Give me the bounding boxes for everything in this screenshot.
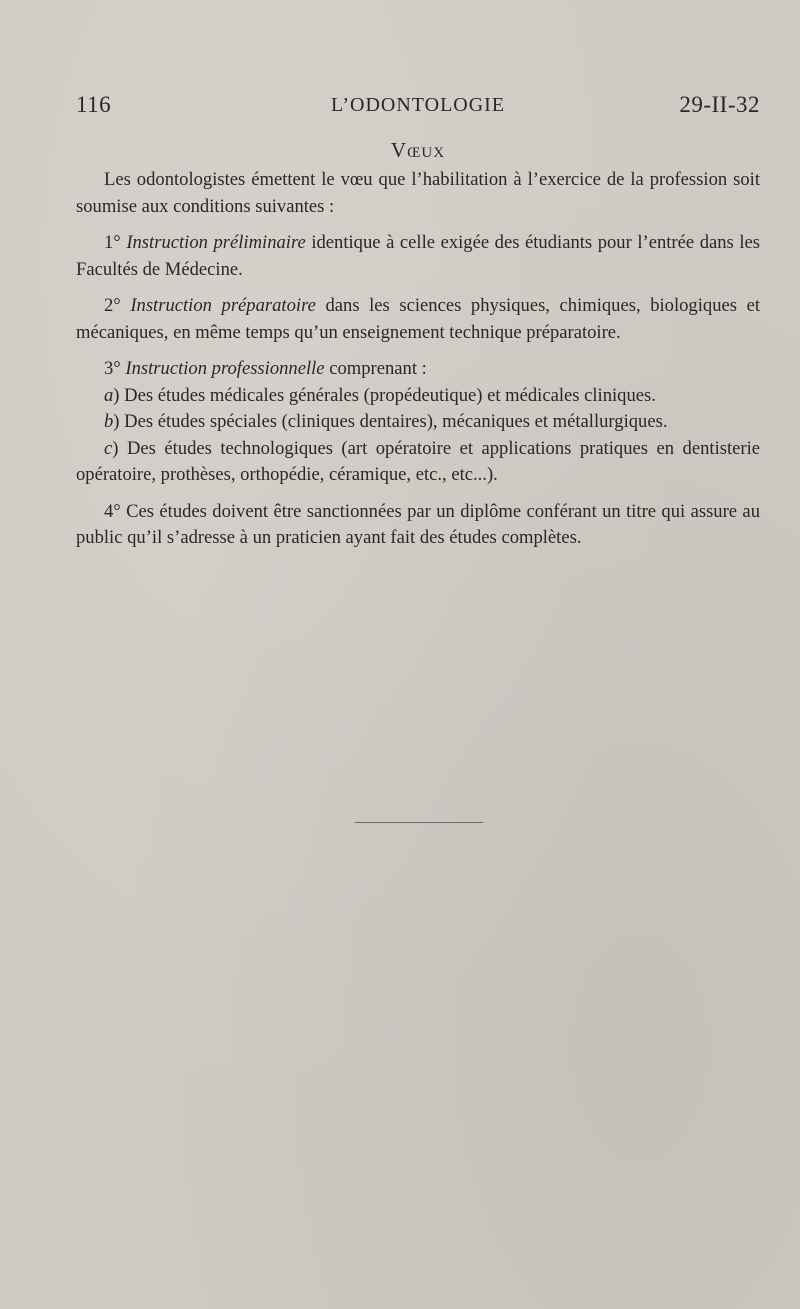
item-3b — [76, 409, 760, 436]
item-4 — [76, 499, 760, 552]
sub-text: ) Des études médicales générales (propédeutique) et médicales cliniques. — [113, 384, 656, 406]
item-1 — [76, 230, 760, 283]
sub-letter: a — [104, 384, 114, 406]
item-text: identique à celle exigée des étudiants pour l’entrée dans les Facultés de Médecine. — [76, 232, 761, 280]
sub-text: ) Des études technologiques (art opératoire et applications pratiques en dentisterie opératoire, prothèses, orthopédie, céramique, etc., etc...). — [76, 437, 760, 485]
sub-letter: c — [104, 437, 113, 459]
item-number: 2° — [104, 295, 121, 316]
page-number: 116 — [76, 92, 112, 117]
sub-text: ) Des études spéciales (cliniques dentaires), mécaniques et métallurgiques. — [113, 411, 668, 432]
running-head — [76, 92, 760, 122]
document-page — [76, 92, 760, 552]
issue-date: 29-II-32 — [679, 92, 760, 117]
section-title: Vœux — [390, 138, 446, 162]
item-heading: Instruction préparatoire — [130, 295, 316, 316]
item-3 — [76, 356, 760, 383]
intro-paragraph: Les odontologistes émettent le vœu que l’habilitation à l’exercice de la profession soit soumise aux conditions suivantes : — [76, 169, 760, 217]
closing-rule — [355, 822, 483, 823]
item-text: comprenant : — [324, 358, 427, 379]
item-2 — [76, 293, 760, 346]
item-3a — [76, 383, 760, 410]
item-3c — [76, 436, 760, 489]
item-number: 1° — [104, 232, 121, 253]
journal-title: L’ODONTOLOGIE — [330, 94, 506, 116]
item-text: Ces études doivent être sanctionnées par un diplôme conférant un titre qui assure au public qu’il s’adresse à un praticien ayant fait des études complètes. — [76, 500, 760, 548]
item-heading: Instruction professionnelle — [125, 358, 325, 379]
item-number: 4° — [104, 500, 121, 522]
item-text: dans les sciences physiques, chimiques, biologiques et mécaniques, en même temps qu’un enseignement technique préparatoire. — [76, 295, 760, 343]
sub-letter: b — [104, 411, 114, 432]
item-number: 3° — [104, 358, 121, 379]
item-heading: Instruction préliminaire — [126, 232, 306, 253]
